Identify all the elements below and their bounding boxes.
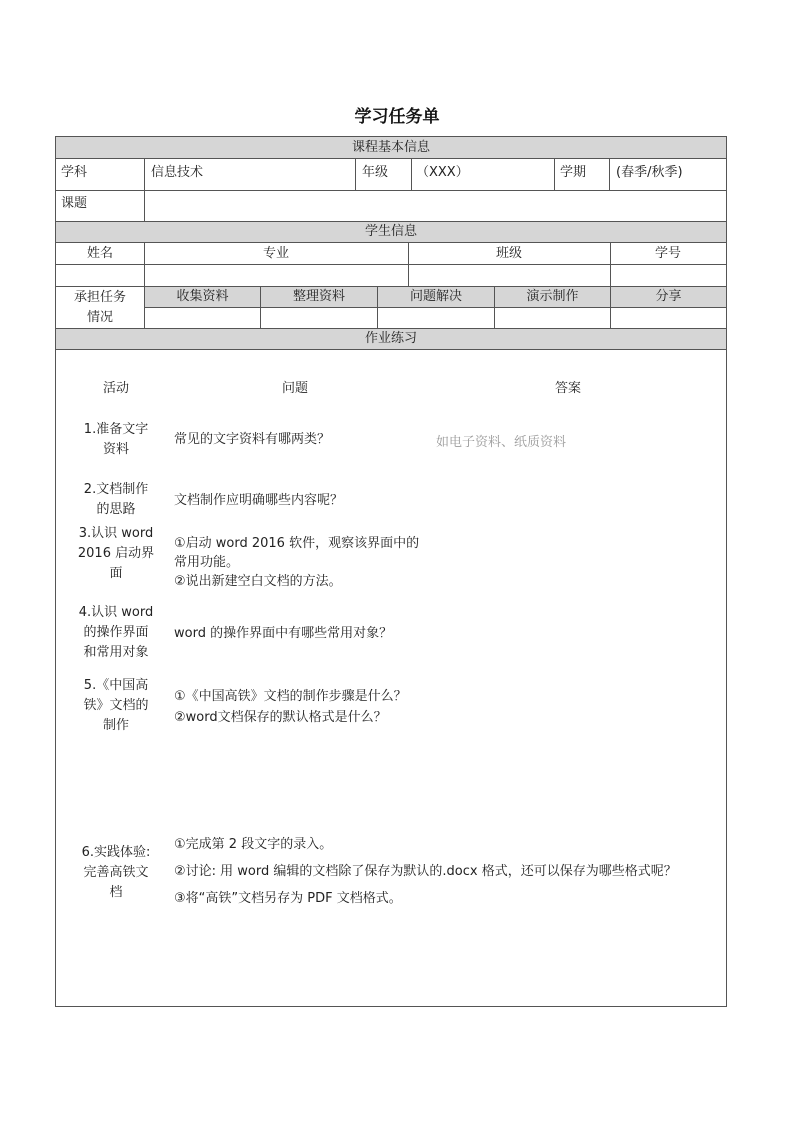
task-share-input[interactable]	[611, 308, 726, 328]
term-value[interactable]: (春季/秋季)	[616, 165, 683, 180]
exercise-question-2: 文档制作应明确哪些内容呢？	[174, 493, 344, 508]
exercise-activity-5-line1: 5.《中国高	[83, 678, 149, 693]
exercise-activity-4-line2: 的操作界面	[83, 625, 149, 640]
exercise-col-question: 问题	[282, 381, 309, 396]
exercise-activity-4	[76, 603, 156, 663]
exercise-activity-3-line2: 2016 启动界	[77, 546, 155, 561]
task-collect-input[interactable]	[145, 308, 260, 328]
task-col-demo: 演示制作	[495, 287, 610, 307]
grade-label: 年级	[362, 165, 389, 180]
task-col-collect: 收集资料	[145, 287, 260, 307]
exercise-activity-6-line1: 6.实践体验:	[81, 845, 151, 860]
tasks-label-line2: 情况	[86, 310, 113, 325]
exercise-activity-1-line1: 1.准备文字	[83, 422, 149, 437]
student-col-major: 专业	[262, 246, 289, 261]
subject-value[interactable]: 信息技术	[151, 165, 204, 180]
task-organize-input[interactable]	[261, 308, 377, 328]
exercise-activity-6-line3: 档	[109, 885, 123, 900]
exercise-question-1: 常见的文字资料有哪两类？	[174, 432, 331, 447]
exercise-activity-3-line3: 面	[109, 566, 123, 581]
exercise-col-answer: 答案	[555, 381, 582, 396]
task-col-solve: 问题解决	[378, 287, 494, 307]
exercise-question-6	[174, 831, 677, 912]
exercise-answer-1[interactable]: 如电子资料、纸质资料	[436, 435, 567, 450]
exercise-activity-3-line1: 3.认识 word	[78, 526, 154, 541]
exercise-activity-4-line1: 4.认识 word	[78, 605, 154, 620]
student-major-input[interactable]	[145, 265, 407, 285]
exercise-question-5	[174, 686, 407, 728]
student-name-input[interactable]	[57, 265, 143, 285]
exercise-activity-6-line2: 完善高铁文	[83, 865, 149, 880]
exercise-question-6-line1: ①完成第 2 段文字的录入。	[174, 837, 333, 852]
exercise-question-3-line1: ①启动 word 2016 软件，观察该界面中的	[174, 536, 420, 551]
task-col-organize: 整理资料	[261, 287, 377, 307]
exercise-question-6-line2: ②讨论: 用 word 编辑的文档除了保存为默认的.docx 格式，还可以保存为哪些格式呢？	[174, 864, 677, 879]
exercise-activity-2-line1: 2.文档制作	[83, 482, 149, 497]
exercise-activity-5-line2: 铁》文档的	[83, 698, 149, 713]
task-solve-input[interactable]	[378, 308, 494, 328]
exercise-question-3-line3: ②说出新建空白文档的方法。	[174, 574, 342, 589]
exercise-question-6-line3: ③将“高铁”文档另存为 PDF 文档格式。	[174, 891, 402, 906]
term-label: 学期	[560, 165, 587, 180]
exercise-activity-6	[76, 843, 156, 903]
student-col-name: 姓名	[86, 246, 113, 261]
exercises-header: 作业练习	[56, 329, 726, 349]
exercise-activity-2	[76, 480, 156, 520]
exercise-activity-4-line3: 和常用对象	[83, 645, 149, 660]
exercise-col-activity: 活动	[102, 381, 129, 396]
student-col-class: 班级	[495, 246, 522, 261]
exercise-activity-5	[76, 676, 156, 736]
subject-label: 学科	[61, 165, 88, 180]
student-class-input[interactable]	[409, 265, 609, 285]
exercise-question-5-line1: ①《中国高铁》文档的制作步骤是什么？	[174, 689, 407, 704]
exercise-question-4: word 的操作界面中有哪些常用对象？	[174, 626, 393, 641]
exercise-question-3	[174, 534, 419, 591]
student-info-header: 学生信息	[56, 222, 726, 242]
student-col-id: 学号	[654, 246, 681, 261]
course-info-header: 课程基本信息	[56, 137, 726, 158]
student-id-input[interactable]	[611, 265, 725, 285]
task-demo-input[interactable]	[495, 308, 610, 328]
exercise-activity-5-line3: 制作	[102, 718, 129, 733]
tasks-label	[56, 288, 144, 328]
exercise-activity-2-line2: 的思路	[96, 502, 136, 517]
exercise-activity-3	[76, 524, 156, 584]
topic-label: 课题	[61, 196, 88, 211]
grade-value[interactable]: （XXX）	[416, 165, 469, 180]
exercise-activity-1-line2: 资料	[102, 442, 129, 457]
task-col-share: 分享	[611, 287, 726, 307]
page-title: 学习任务单	[354, 107, 440, 127]
task-sheet	[55, 136, 727, 1007]
tasks-label-line1: 承担任务	[73, 290, 126, 305]
exercise-question-3-line2: 常用功能。	[174, 555, 240, 570]
exercise-activity-1	[76, 420, 156, 460]
exercise-question-5-line2: ②word文档保存的默认格式是什么？	[174, 710, 387, 725]
